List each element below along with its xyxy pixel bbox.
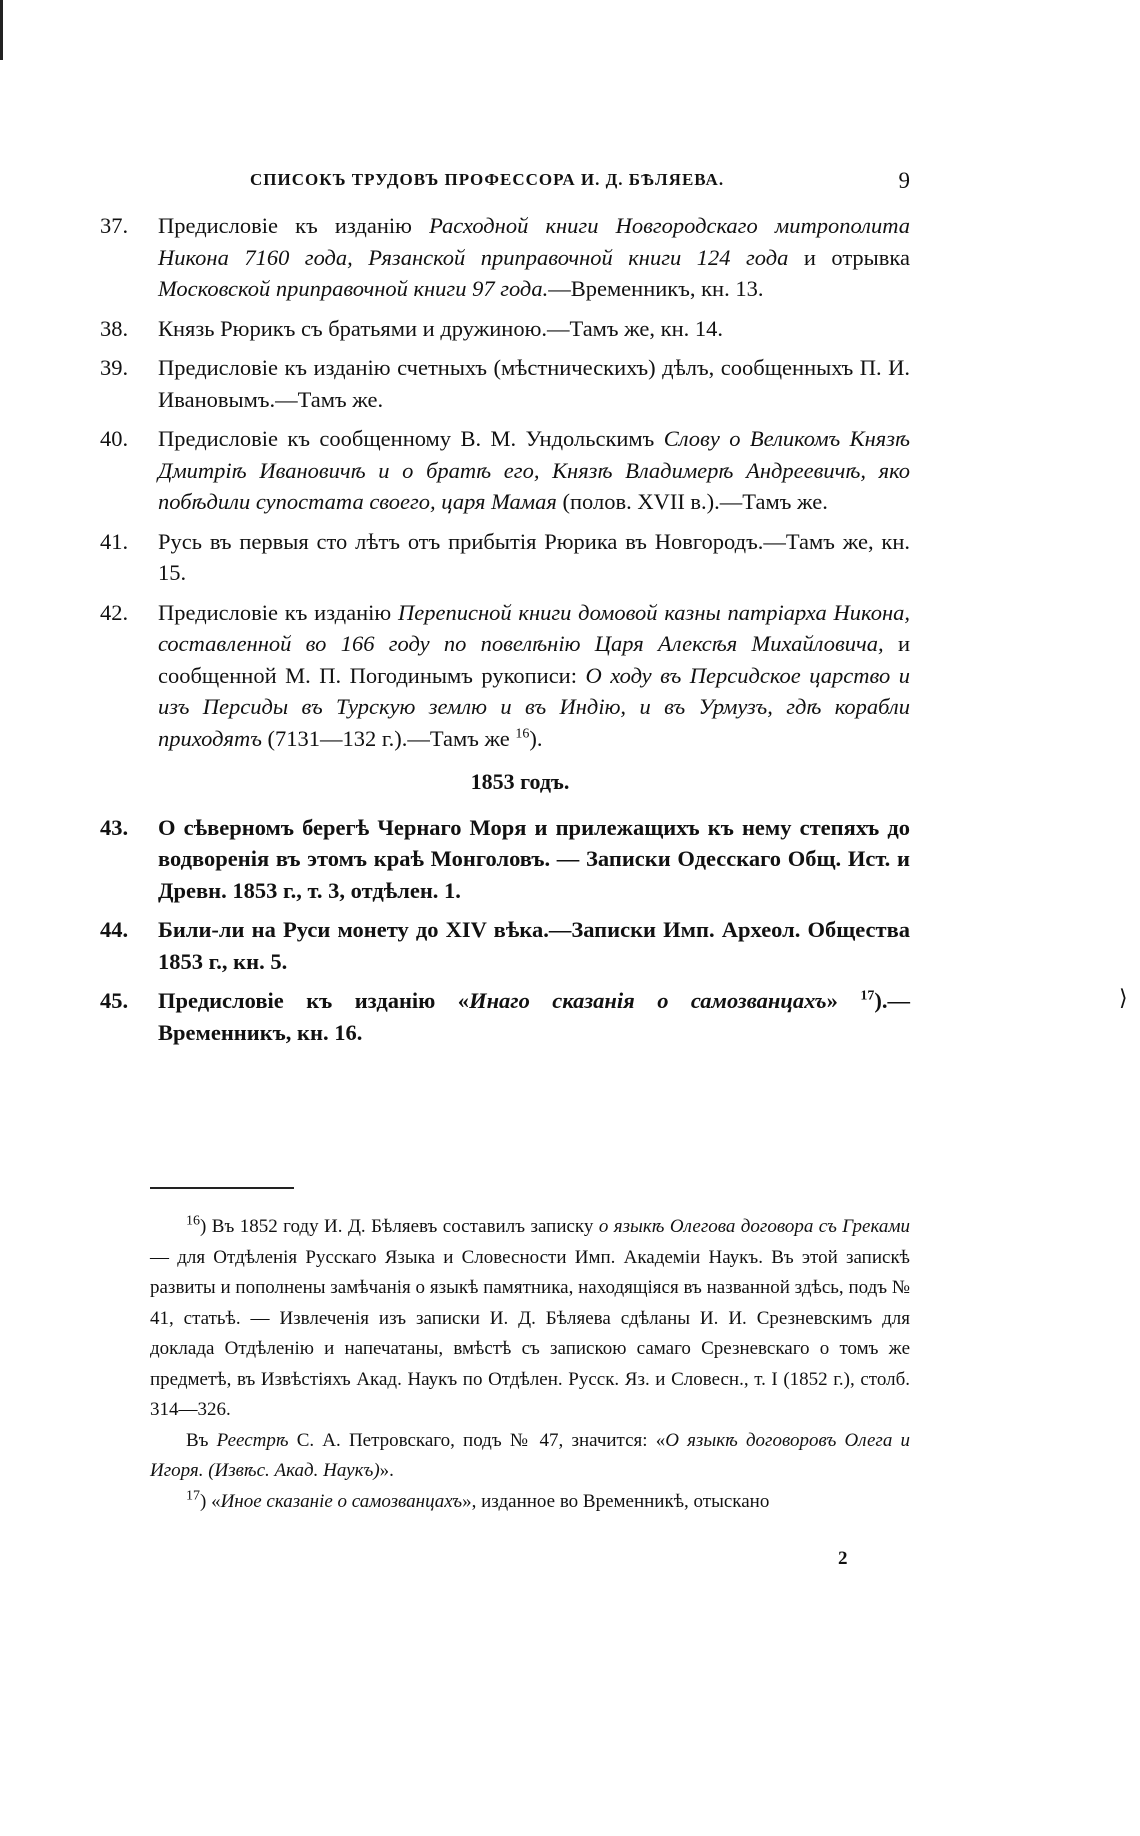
entry-title-italic: Переписной книги домовой казны патріарха Никона, составленной во 166 году по повелѣнію Царя Алексѣя Михайловича,: [158, 599, 910, 656]
entry-text: ).: [529, 725, 543, 751]
footnote-text: ».: [379, 1460, 394, 1481]
page-header: [150, 168, 910, 198]
footnote-italic: о языкѣ Олегова договора съ Греками: [598, 1216, 911, 1237]
entry-text: Предисловіе къ изданію: [158, 599, 399, 625]
entry-number: 41.: [100, 528, 129, 554]
entry-text: Предисловіе къ сообщенному В. М. Ундольскимъ: [158, 426, 664, 451]
entry-number: 40.: [100, 426, 129, 451]
list-item-40: [100, 423, 910, 518]
entry-text: Предисловіе къ изданію счетныхъ (мѣстническихъ) дѣлъ, сообщенныхъ П. И. Ивановымъ.—Тамъ же.: [158, 355, 910, 412]
footnote-text: С. А. Петровскаго, подъ № 47, значится: «: [288, 1429, 666, 1451]
entry-text: Русь въ первыя сто лѣтъ отъ прибытія Рюрика въ Новгородъ.—Тамъ же, кн. 15.: [158, 528, 910, 585]
entry-text: »: [826, 988, 861, 1013]
entry-number: 42.: [100, 599, 129, 625]
footnote-text: ) Въ 1852 году И. Д. Бѣляевъ составилъ записку: [200, 1216, 599, 1237]
entry-number: 45.: [100, 988, 129, 1013]
entry-text: —Временникъ, кн. 13.: [548, 276, 764, 301]
sheet-signature: 2: [838, 1548, 848, 1569]
entry-number: 37.: [100, 213, 129, 238]
entry-number: 39.: [100, 355, 129, 380]
entry-text: и сообщенной М. П. Погодинымъ рукописи:: [158, 631, 910, 688]
footnote-ref[interactable]: 17: [860, 988, 875, 1004]
entry-text: ).—Временникъ, кн. 16.: [158, 988, 910, 1045]
list-item-44: [100, 914, 910, 977]
entry-text: Предисловіе къ изданію «: [158, 988, 470, 1013]
footnote-italic: О языкѣ договоровъ Олега и Игоря. (Извѣс. Акад. Наукъ): [150, 1429, 910, 1481]
footnote-italic: Иное сказаніе о самозванцахъ: [220, 1490, 463, 1512]
entry-title-italic: Расходной книги Новгородскаго митрополита Никона 7160 года, Рязанской приправочной книги 124 года: [158, 213, 910, 270]
list-item-41: [100, 526, 910, 589]
entry-number: 43.: [100, 814, 129, 840]
footnote-divider: [150, 1187, 294, 1189]
footnote-mark: 17: [186, 1488, 200, 1504]
footnote-italic: Реестрѣ: [216, 1429, 289, 1451]
list-item-43: [100, 812, 910, 907]
footnote-mark: 16: [186, 1213, 200, 1229]
bibliography-list: [100, 210, 910, 1056]
footnote-ref[interactable]: 16: [515, 726, 530, 741]
entry-title-italic: Инаго сказанія о самозванцахъ: [469, 988, 827, 1013]
entry-title-italic: О ходу въ Персидское царство и изъ Персиды въ Турскую землю и въ Индію, и въ Урмузъ, гдѣ корабли приходятъ: [158, 662, 910, 751]
entry-text: Предисловіе къ изданію: [158, 213, 430, 238]
footnote-16-continued: [150, 1426, 910, 1487]
footnote-text: — для Отдѣленія Русскаго Языка и Словесности Имп. Академіи Наукъ. Въ этой запискѣ развиты и пополнены замѣчанія о языкѣ памятника, находящіяся въ названной здѣсь, подъ № 41, статьѣ. — Извлеченія изъ записки И. Д. Бѣляева сдѣланы И. И. Срезневскимъ для доклада Отдѣленію и напечатаны, вмѣстѣ съ запискою самаго Срезневскаго о томъ же предметѣ, въ Извѣстіяхъ Акад. Наукъ по Отдѣлен. Русск. Яз. и Словесн., т. I (1852 г.), столб. 314—326.: [150, 1246, 910, 1420]
entry-text: и отрывка: [788, 244, 910, 270]
footnote-text: », изданное во Временникѣ, отыскано: [462, 1490, 770, 1512]
page-edge: [0, 0, 3, 60]
entry-number: 38.: [100, 315, 129, 341]
entry-number: 44.: [100, 917, 129, 942]
footnotes: [150, 1212, 910, 1517]
entry-text: (полов. XVII в.).—Тамъ же.: [556, 489, 828, 514]
list-item-42: [100, 597, 910, 755]
list-item-45: [100, 985, 910, 1048]
entry-text: (7131—132 г.).—Тамъ же: [261, 725, 516, 751]
list-item-37: [100, 210, 910, 305]
margin-mark: ⟩: [1119, 985, 1128, 1010]
running-head: СПИСОКЪ ТРУДОВЪ ПРОФЕССОРА И. Д. БѢЛЯЕВА.: [250, 170, 725, 189]
footnote-text: ) «: [200, 1490, 221, 1512]
entry-text: Князь Рюрикъ съ братьями и дружиною.—Тамъ же, кн. 14.: [158, 315, 724, 341]
entry-text: О сѣверномъ берегѣ Чернаго Моря и прилежащихъ къ нему степяхъ до водворенія въ этомъ краѣ Монголовъ. — Записки Одесскаго Общ. Ист. и Древн. 1853 г., т. 3, отдѣлен. 1.: [158, 814, 910, 903]
year-heading: 1853 годъ.: [470, 769, 570, 794]
footnote-text: Въ: [186, 1429, 217, 1451]
list-item-38: [100, 313, 910, 345]
entry-text: Били-ли на Руси монету до XIV вѣка.—Записки Имп. Археол. Общества 1853 г., кн. 5.: [158, 917, 910, 974]
entry-title-italic: Московской приправочной книги 97 года.: [158, 276, 549, 301]
footnote-16: [150, 1212, 910, 1426]
list-item-39: [100, 352, 910, 415]
page-number: 9: [898, 168, 910, 193]
footnote-17: [150, 1487, 910, 1518]
entry-title-italic: Слову о Великомъ Князѣ Дмитріѣ Ивановичѣ и о братѣ его, Князѣ Владимерѣ Андреевичѣ, яко побѣдили супостата своего, царя Мамая: [158, 426, 911, 514]
